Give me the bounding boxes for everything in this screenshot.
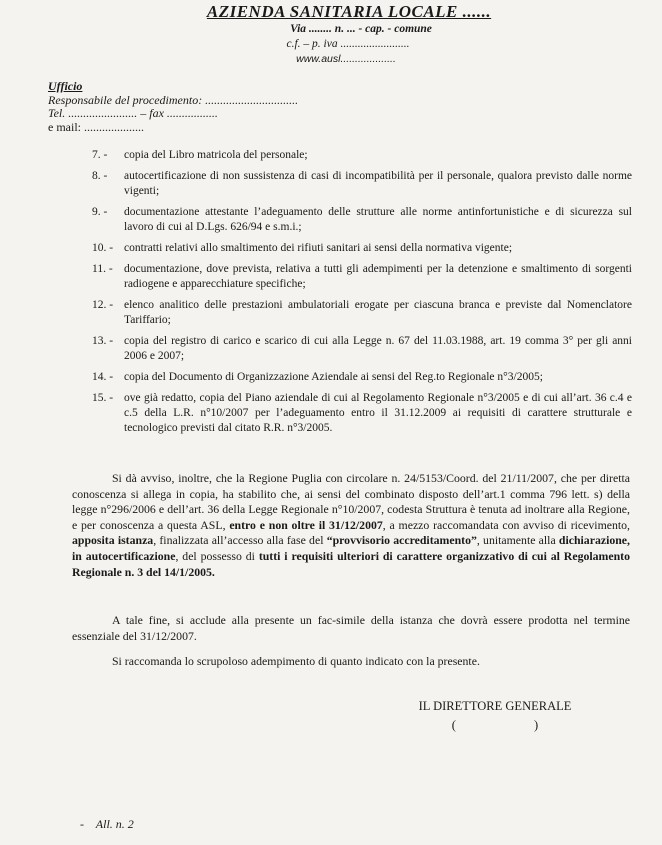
signature-block [405,697,585,735]
item-number: 10. - [92,242,114,254]
item-number: 7. - [92,149,108,161]
istanza-emphasis: apposita istanza [72,533,154,548]
list-item [92,169,632,199]
notice-paragraph [72,471,630,580]
facsimile-text: A tale fine, si acclude alla presente un fac-simile della istanza che dovrà essere prodotta nel termine essenziale del 31/12/2007. [72,613,630,643]
closing-text: Si raccomanda lo scrupoloso adempimento di quanto indicato con la presente. [112,654,480,668]
signatory-title: IL DIRETTORE GENERALE [418,699,572,713]
notice-text: , unitamente alla [476,533,559,548]
item-text: documentazione, dove prevista, relativa a tutti gli adempimenti per la detenzione e smaltimento di sorgenti radiogene e apparecchiature specifiche; [124,263,632,290]
requisiti-emphasis: tutti i requisiti ulteriori di carattere organizzativo di cui al Regolamento Regionale n. 3 del 14/1/2005. [72,548,630,579]
list-item [92,391,632,436]
item-number: 14. - [92,371,114,383]
list-item [92,334,632,364]
address-line: Via ........ n. ... - cap. - comune [290,23,432,35]
item-number: 15. - [92,392,114,404]
signatory-name-placeholder: ( ) [451,718,539,732]
notice-text: , del possesso di [175,548,259,563]
list-item [92,241,632,256]
responsabile-line: Responsabile del procedimento: ............................... [48,92,299,107]
item-text: copia del Libro matricola del personale; [124,149,308,161]
item-number: 9. - [92,206,108,218]
tel-fax-line: Tel. ....................... – fax ................. [48,106,218,120]
item-text: copia del Documento di Organizzazione Aziendale ai sensi del Reg.to Regionale n°3/2005; [124,371,543,383]
tax-code-line: c.f. – p. iva ........................ [286,38,410,50]
attachment-note: - All. n. 2 [80,817,134,831]
list-item [92,148,632,163]
website-line: www.ausl................... [296,53,396,65]
office-block [48,80,298,134]
item-text: elenco analitico delle prestazioni ambulatoriali erogate per ciascuna branca e previste dal Nomenclatore Tariffario; [124,299,632,326]
notice-text: , finalizzata all’accesso alla fase del [153,533,327,548]
office-title: Ufficio [48,79,83,93]
list-item [92,370,632,385]
list-item [92,205,632,235]
closing-paragraph [72,654,630,670]
facsimile-paragraph [72,613,630,644]
notice-text: Si dà avviso, inoltre, che la Regione Puglia con circolare n. 24/5153/Coord. del 21/11/2007, che per diretta conoscenza si allega in copia, ha stabilito che, ai sensi del combinato disposto dell’art.1 comma 796 lett. s) della legge n°296/2006 e dell’art. 36 della Legge Regionale n°10/2007, codesta Struttura è tenuta ad inoltrare alla Regione, e per conoscenza a questa ASL, [72,471,630,532]
list-item [92,262,632,292]
dichiarazione-emphasis: dichiarazione, in autocertificazione [72,533,630,563]
item-number: 11. - [92,263,113,275]
item-text: documentazione attestante l’adeguamento delle strutture alle norme antinfortunistiche e di sicurezza sul lavoro di cui al D.Lgs. 626/94 e s.m.i.; [124,206,632,233]
deadline-emphasis: entro e non oltre il 31/12/2007 [229,517,383,532]
email-line: e mail: .................... [48,119,144,134]
item-number: 13. - [92,335,114,347]
list-item [92,298,632,328]
item-text: autocertificazione di non sussistenza di casi di incompatibilità per il personale, qualora previsto dalle norme vigenti; [124,170,632,197]
item-number: 12. - [92,299,114,311]
item-text: copia del registro di carico e scarico di cui alla Legge n. 67 del 11.03.1988, art. 19 comma 3° per gli anni 2006 e 2007; [124,335,632,362]
letterhead [0,2,662,67]
document-list [92,148,632,436]
organization-title: AZIENDA SANITARIA LOCALE ...... [206,2,492,21]
item-text: ove già redatto, copia del Piano aziendale di cui al Regolamento Regionale n°3/2005 e di cui all’art. 36 c.4 e c.5 della L.R. n°10/2007 per l’adeguamento entro il 31.12.2009 ai requisiti di carattere strutturale e tecnologico previsti dal citato R.R. n°3/2005. [124,392,632,434]
item-number: 8. - [92,170,108,182]
item-text: contratti relativi allo smaltimento dei rifiuti sanitari ai sensi della normativa vigente; [124,242,513,254]
notice-text: , a mezzo raccomandata con avviso di ricevimento, [382,517,631,532]
accreditamento-emphasis: “provvisorio accreditamento” [326,533,477,548]
